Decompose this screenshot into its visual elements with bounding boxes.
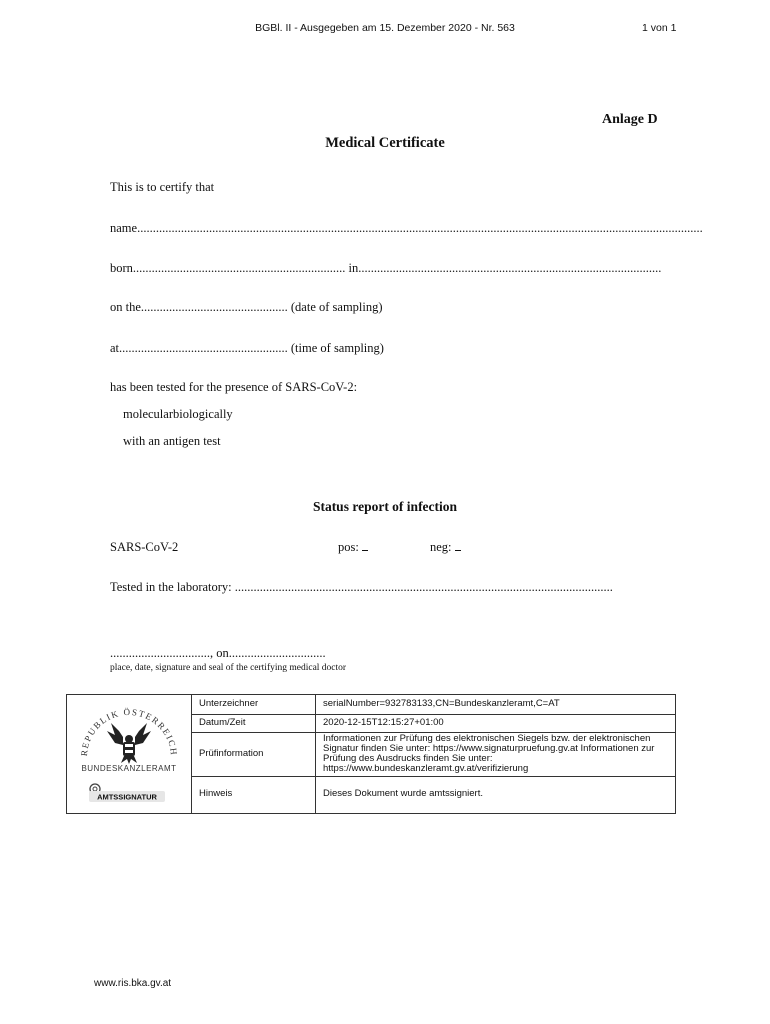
pos-checkbox-line <box>362 540 368 551</box>
datetime-value: 2020-12-15T12:15:27+01:00 <box>323 717 444 728</box>
sars-label: SARS-CoV-2 <box>110 540 179 554</box>
verification-value: Informationen zur Prüfung des elektronischen Siegels bzw. der elektronischen Signatur finden Sie unter: https://www.signaturpruefung.gv.at Informationen zur Prüfung des Ausdrucks finden Sie unter: https://www.bundeskanzleramt.gv.at/verifizierung <box>323 733 655 774</box>
neg-checkbox-line <box>455 540 461 551</box>
laboratory-line: Tested in the laboratory: ......................................................................................................................... <box>110 580 613 594</box>
signature-row-note <box>191 776 675 813</box>
note-key: Hinweis <box>199 788 233 799</box>
born-field-line: born.................................................................... in................................................................................................. <box>110 261 662 275</box>
official-seal-icon <box>67 695 191 813</box>
svg-text:AMTSSIGNATUR: AMTSSIGNATUR <box>97 792 157 802</box>
date-of-sampling-line: on the............................................... (date of sampling) <box>110 300 383 314</box>
neg-field <box>430 540 461 555</box>
tested-statement: has been tested for the presence of SARS-CoV-2: <box>110 380 358 394</box>
note-value: Dieses Dokument wurde amtssigniert. <box>323 788 483 799</box>
document-title: Medical Certificate <box>325 135 445 151</box>
time-of-sampling-line: at...................................................... (time of sampling) <box>110 341 384 355</box>
signature-row-signer <box>191 695 675 715</box>
place-date-line: ................................, on............................... <box>110 646 326 660</box>
signature-block <box>66 694 676 814</box>
pos-label: pos: <box>338 540 359 554</box>
name-field-line: name..................................................................................................................................................................................... <box>110 221 703 235</box>
neg-label: neg: <box>430 540 452 554</box>
seal-cell <box>67 695 192 813</box>
signature-caption: place, date, signature and seal of the certifying medical doctor <box>110 663 347 673</box>
footer-url[interactable]: www.ris.bka.gv.at <box>94 978 172 989</box>
signer-key: Unterzeichner <box>199 698 259 709</box>
pos-field <box>338 540 368 555</box>
svg-text:REPUBLIK ÖSTERREICH: REPUBLIK ÖSTERREICH <box>78 706 180 757</box>
signer-value: serialNumber=932783133,CN=Bundeskanzleramt,C=AT <box>323 698 560 709</box>
annex-label: Anlage D <box>602 112 658 127</box>
page-indicator: 1 von 1 <box>642 22 677 34</box>
svg-text:BUNDESKANZLERAMT: BUNDESKANZLERAMT <box>81 764 177 773</box>
signature-row-datetime <box>191 714 675 733</box>
option-antigen: with an antigen test <box>123 434 221 448</box>
signature-row-verification <box>191 732 675 777</box>
gazette-header: BGBl. II - Ausgegeben am 15. Dezember 2020 - Nr. 563 <box>255 22 515 34</box>
option-molecular: molecularbiologically <box>123 407 233 421</box>
status-report-title: Status report of infection <box>312 499 458 514</box>
datetime-key: Datum/Zeit <box>199 717 246 728</box>
verification-key: Prüfinformation <box>199 748 264 759</box>
certify-text: This is to certify that <box>110 180 215 194</box>
